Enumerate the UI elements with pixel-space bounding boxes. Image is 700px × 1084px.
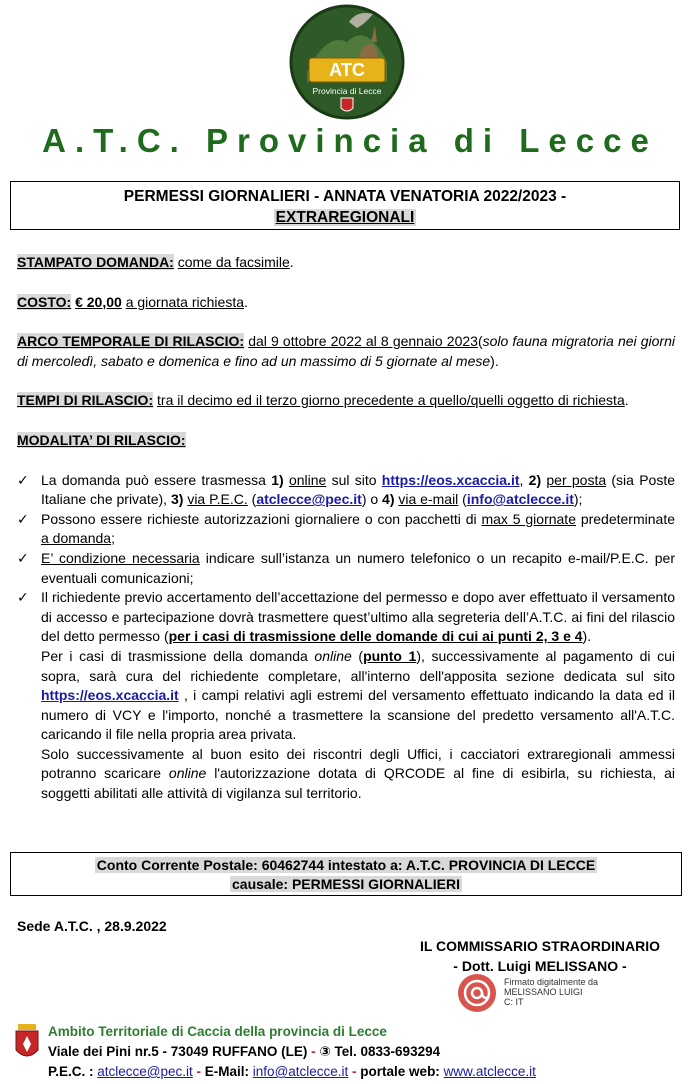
item2-text: Possono essere richieste autorizzazioni giornaliere o con pacchetti di	[41, 510, 482, 527]
list-item	[17, 510, 675, 549]
item1-text-h: );	[573, 491, 583, 508]
check-icon: ✓	[17, 471, 29, 488]
document-title-box	[10, 181, 680, 230]
sub1-text-b: (	[351, 647, 364, 664]
sub2-online: online	[168, 765, 207, 782]
footer-sep-3: -	[348, 1064, 361, 1079]
footer-contacts-line	[48, 1062, 536, 1082]
modalita-list	[17, 471, 675, 647]
footer-org-name: Ambito Territoriale di Caccia della provincia di Lecce	[48, 1024, 387, 1039]
eos-site-link[interactable]: https://eos.xcaccia.it	[381, 471, 520, 488]
arco-value: dal 9 ottobre 2022 al 8 gennaio 2023	[248, 333, 478, 350]
province-coat-of-arms-icon	[14, 1024, 40, 1064]
conto-line-2: causale: PERMESSI GIORNALIERI	[232, 876, 460, 892]
arco-note: solo fauna migratoria nei giorni di mercoledì, sabato e domenica e fino ad un massimo di 5 giornate al mese	[17, 333, 675, 369]
footer-email-label: E-Mail:	[204, 1064, 253, 1079]
item1-text-c: ,	[519, 471, 529, 488]
footer-pec-label: P.E.C. :	[48, 1064, 98, 1079]
check-icon: ✓	[17, 549, 29, 566]
digital-signature-seal-icon	[456, 972, 498, 1014]
phone-icon: ③	[319, 1044, 331, 1059]
item1-text-b: sul sito	[326, 471, 382, 488]
conto-corrente-box	[10, 852, 682, 896]
stampato-domanda	[17, 253, 675, 273]
tempi-label: TEMPI DI RILASCIO:	[17, 392, 154, 409]
signature-block	[410, 936, 670, 976]
arco-paren-close: ).	[490, 352, 499, 369]
costo	[17, 293, 675, 313]
sub2-text-b: l'autorizzazione dotata di QRCODE al fine di esibirla, su richiesta, ai soggetti abilitati alle attività di vigilanza sul territorio.	[41, 765, 675, 802]
digital-signature-text	[504, 977, 598, 1007]
item1-num3: 3)	[170, 491, 184, 508]
footer-address: Viale dei Pini nr.5 - 73049 RUFFANO (LE)	[48, 1044, 308, 1059]
sub1-text-c: ), successivamente al pagamento di cui sopra, sarà cura del richiedente completare, all'interno dell'apposita sezione dedicata sul sito	[41, 647, 675, 684]
check-icon: ✓	[17, 510, 29, 527]
item4-text-b: ).	[582, 628, 592, 645]
stampato-label: STAMPATO DOMANDA:	[17, 254, 174, 270]
signature-name: - Dott. Luigi MELISSANO -	[453, 958, 627, 974]
item2-text-b: predeterminate	[575, 510, 675, 527]
digital-line-1: Firmato digitalmente da	[504, 977, 599, 987]
digital-signature	[456, 972, 626, 1016]
pec-email-link[interactable]: atclecce@pec.it	[256, 491, 362, 508]
online-procedure	[17, 647, 675, 745]
item1-text: La domanda può essere trasmessa	[41, 471, 272, 488]
footer-lines	[48, 1022, 536, 1082]
footer-web-link[interactable]: www.atclecce.it	[443, 1064, 536, 1079]
item1-text-e: (	[247, 491, 257, 508]
costo-label: COSTO:	[17, 293, 72, 310]
digital-line-3: C: IT	[504, 997, 524, 1007]
item2-max: max 5 giornate	[481, 510, 576, 527]
organization-title: A.T.C. Provincia di Lecce	[42, 122, 658, 159]
item4-text: Il richiedente previo accertamento dell’accettazione del permesso e dopo aver effettuato il versamento di accesso e partecipazione dovrà trasmettere quest’ultimo alla segreteria dell’A.T.C. ai fini del rilascio del detto permesso (	[41, 589, 675, 645]
title-line-1: PERMESSI GIORNALIERI - ANNATA VENATORIA 2022/2023 -	[123, 188, 567, 205]
check-icon: ✓	[17, 589, 29, 606]
item1-posta: per posta	[546, 471, 607, 488]
digital-line-2: MELISSANO LUIGI	[504, 987, 583, 997]
item2-text-c: ;	[111, 530, 115, 547]
eos-site-link-2[interactable]: https://eos.xcaccia.it	[41, 687, 179, 704]
tempi-rilascio	[17, 391, 675, 411]
sub1-text-d: , i campi relativi agli estremi del versamento effettuato indicando la data ed il numero di VCY e l'importo, nonché a trasmettere la scansione del predetto versamento all'A.T.C. caricando il file nella propria area privata.	[41, 687, 675, 743]
footer-sep-1: -	[307, 1044, 320, 1059]
item2-domanda: a domanda	[41, 530, 112, 547]
logo-subtitle: Provincia di Lecce	[312, 86, 382, 96]
costo-rest: a giornata richiesta	[125, 293, 244, 310]
footer-sep-2: -	[192, 1064, 205, 1079]
tempi-end: .	[624, 392, 629, 409]
document-body	[17, 253, 675, 804]
item1-text-g: (	[458, 491, 467, 508]
download-procedure	[17, 745, 675, 804]
item1-num4: 4)	[382, 491, 395, 508]
atc-logo	[287, 2, 407, 124]
footer-pec-link[interactable]: atclecce@pec.it	[97, 1064, 193, 1079]
footer-email-link[interactable]: info@atclecce.it	[252, 1064, 349, 1079]
sede-date: Sede A.T.C. , 28.9.2022	[17, 918, 167, 934]
modalita-rilascio	[17, 431, 675, 451]
signature-role: IL COMMISSARIO STRAORDINARIO	[419, 938, 661, 954]
item1-text-d: (sia Poste Italiane che private),	[41, 471, 676, 508]
title-line-2: EXTRAREGIONALI	[275, 209, 415, 226]
costo-end: .	[244, 293, 248, 310]
sub1-text: Per i casi di trasmissione della domanda	[41, 647, 315, 664]
item1-num2: 2)	[528, 471, 542, 488]
item1-pec: via P.E.C.	[187, 491, 248, 508]
info-email-link[interactable]: info@atclecce.it	[466, 491, 574, 508]
item3-condizione: E’ condizione necessaria	[41, 549, 200, 566]
item1-online: online	[288, 471, 327, 488]
stampato-end: .	[289, 254, 294, 270]
item3-text: indicare sull’istanza un numero telefonico o un recapito e-mail/P.E.C. per eventuali comunicazioni;	[41, 549, 675, 586]
arco-paren-open: (	[477, 333, 483, 350]
list-item	[17, 588, 675, 647]
item1-num1: 1)	[271, 471, 284, 488]
item1-text-f: ) o	[361, 491, 383, 508]
tempi-value: tra il decimo ed il terzo giorno precedente a quello/quelli oggetto di richiesta	[157, 392, 625, 409]
atc-emblem-icon	[287, 2, 407, 124]
footer-web-label: portale web:	[360, 1064, 444, 1079]
logo-text: ATC	[329, 60, 365, 80]
footer-address-line	[48, 1042, 536, 1062]
sub1-punto: punto 1	[363, 647, 417, 664]
list-item	[17, 549, 675, 588]
sub2-text: Solo successivamente al buon esito dei riscontri degli Uffici, i cacciatori extraregionali ammessi potranno scaricare	[41, 745, 675, 782]
sub1-online: online	[314, 647, 352, 664]
list-item	[17, 471, 675, 510]
conto-line-1: Conto Corrente Postale: 60462744 intestato a: A.T.C. PROVINCIA DI LECCE	[96, 857, 596, 873]
footer-phone: Tel. 0833-693294	[330, 1044, 441, 1059]
item4-bold: per i casi di trasmissione delle domande di cui ai punti 2, 3 e 4	[168, 628, 583, 645]
item1-email: via e-mail	[398, 491, 459, 508]
arco-label: ARCO TEMPORALE DI RILASCIO:	[17, 333, 245, 350]
arco-temporale	[17, 332, 675, 371]
costo-amount: € 20,00	[75, 293, 122, 310]
modalita-label: MODALITA’ DI RILASCIO:	[17, 431, 186, 448]
stampato-value: come da facsimile	[177, 254, 290, 270]
